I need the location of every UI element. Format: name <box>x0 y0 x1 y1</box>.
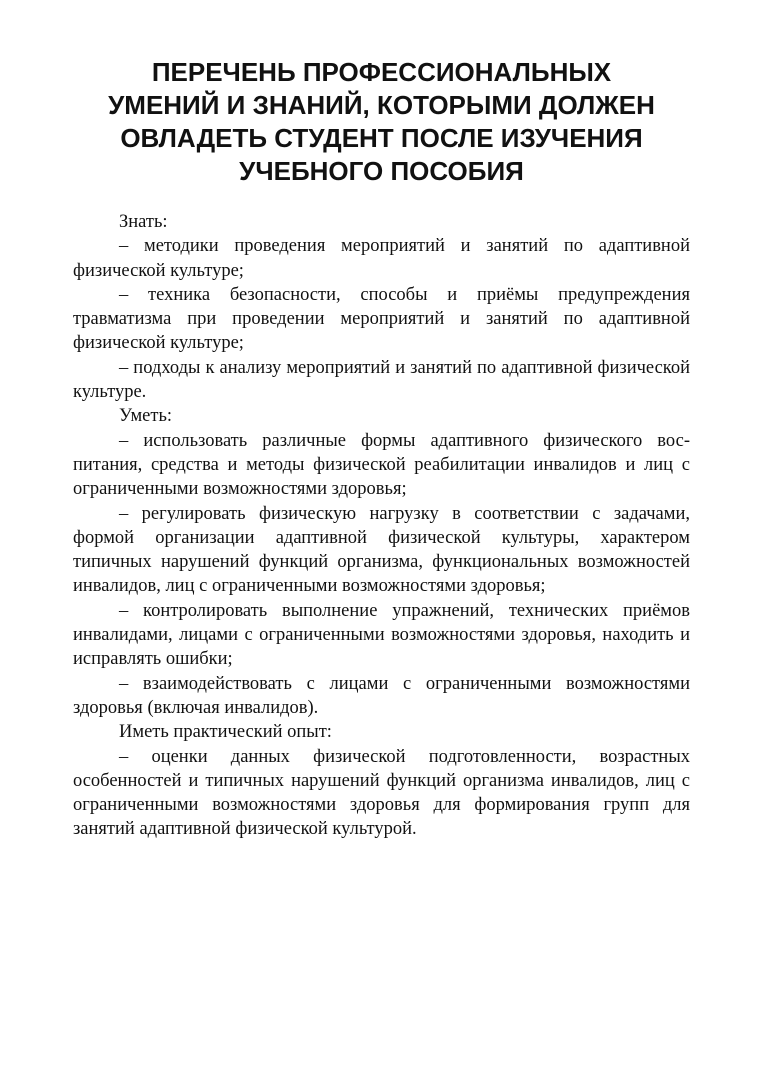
title-line: УМЕНИЙ И ЗНАНИЙ, КОТОРЫМИ ДОЛЖЕН <box>108 90 655 120</box>
know-item: – подходы к анализу мероприятий и занятий по адаптивной физической культуре. <box>73 357 690 403</box>
know-item: – техника безопасности, способы и приёмы предупреждения травматизма при проведении мероприятий и занятий по адаптивной физической культуре; <box>73 284 690 354</box>
skills-item: – взаимодействовать с лицами с ограниченными возможностями здоровья (включая инвалидов). <box>73 673 690 718</box>
skills-item: – контролировать выполнение упражнений, технических приёмов инвалидами, лицами с ограниченными возможностями здоровья, находить и исправлять ошибки; <box>73 600 690 670</box>
document-page <box>73 56 690 842</box>
skills-item: – использовать различные формы адаптивного физического воспитания, средства и методы физической реабилитации инвалидов и лиц с ограниченными возможностями здоровья; <box>73 430 690 500</box>
skills-item: – регулировать физическую нагрузку в соответствии с задачами, формой организации адаптивной физической культуры, характером типичных нарушений функций организма, функциональных возможностей инвалидов, лиц с ограниченными возможностями здоровья; <box>73 503 690 597</box>
title-line: ПЕРЕЧЕНЬ ПРОФЕССИОНАЛЬНЫХ <box>151 57 612 87</box>
page-title <box>73 56 690 188</box>
experience-heading: Иметь практический опыт: <box>119 722 332 743</box>
know-item: – методики проведения мероприятий и занятий по адаптивной физической культуре; <box>73 236 690 281</box>
title-line: ОВЛАДЕТЬ СТУДЕНТ ПОСЛЕ ИЗУЧЕНИЯ <box>120 123 643 153</box>
title-line: УЧЕБНОГО ПОСОБИЯ <box>239 156 524 186</box>
experience-item: – оценки данных физической подготовленности, возрастных особенностей и типичных нарушений функций организма инвалидов, лиц с ограниченными возможностями здоровья для формирования групп для занятий адаптивной физической культурой. <box>73 746 690 840</box>
document-body <box>73 210 690 842</box>
know-heading: Знать: <box>119 212 168 232</box>
skills-heading: Уметь: <box>119 406 173 427</box>
